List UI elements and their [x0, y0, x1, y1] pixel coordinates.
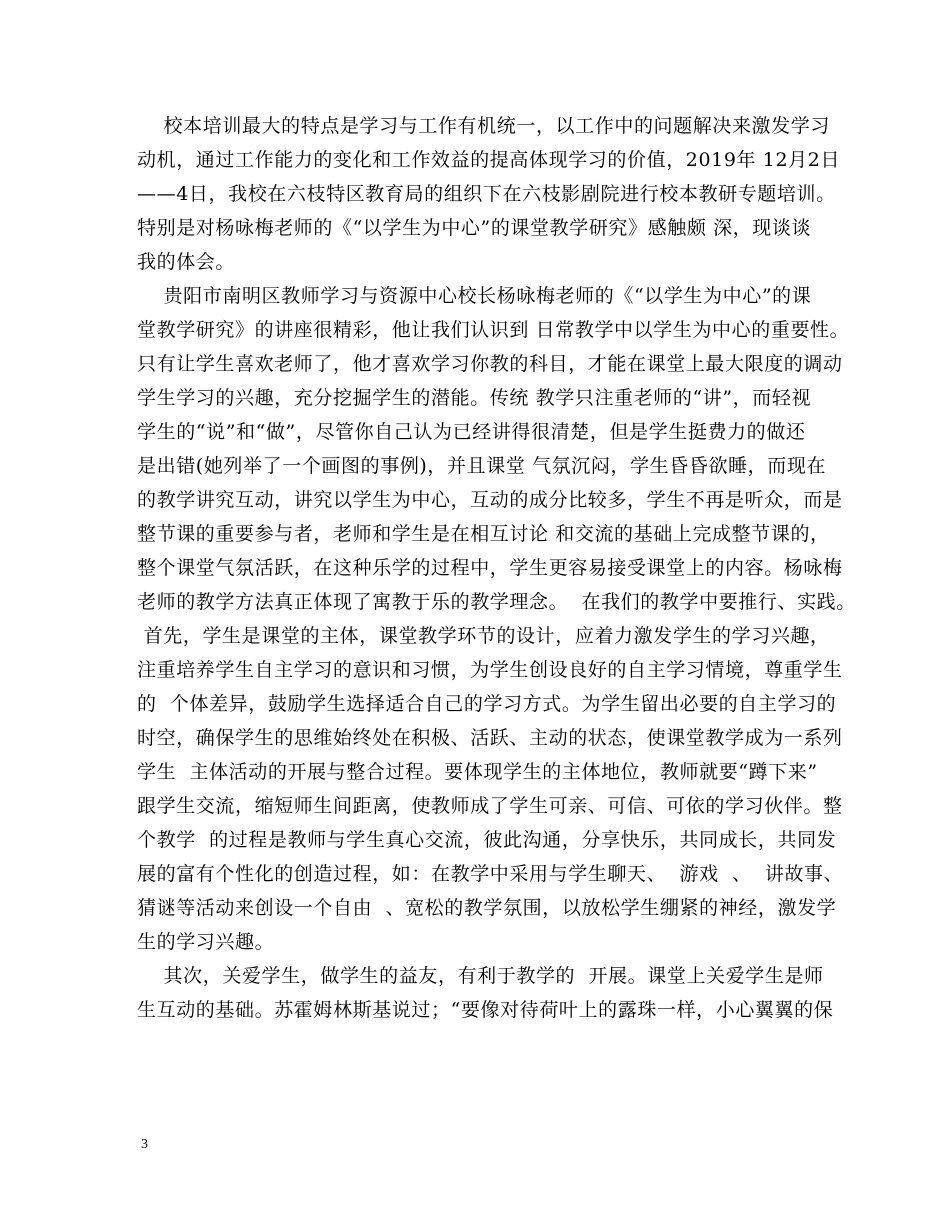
text-line: 时空，确保学生的思维始终处在积极、活跃、主动的状态，使课堂教学成为一系列 [137, 727, 843, 749]
text-line: 生互动的基础。苏霍姆林斯基说过；“要像对待荷叶上的露珠一样，小心翼翼的保 [137, 999, 834, 1021]
text-line: 动机，通过工作能力的变化和工作效益的提高体现学习的价值，2019年 12月2日 [137, 149, 841, 171]
text-line: 首先，学生是课堂的主体，课堂教学环节的设计，应着力激发学生的学习兴趣， [137, 625, 830, 647]
text-line: 的 个体差异，鼓励学生选择适合自己的学习方式。为学生留出必要的自主学习的 [137, 693, 837, 715]
text-line: 校本培训最大的特点是学习与工作有机统一，以工作中的问题解决来激发学习 [137, 115, 830, 137]
text-line: 我的体会。 [137, 251, 236, 273]
text-line: 其次，关爱学生，做学生的益友，有利于教学的 开展。课堂上关爱学生是师 [137, 965, 824, 987]
text-line: 的教学讲究互动，讲究以学生为中心，互动的成分比较多，学生不再是听众，而是 [137, 489, 843, 511]
text-line: 只有让学生喜欢老师了，他才喜欢学习你教的科目，才能在课堂上最大限度的调动 [137, 353, 843, 375]
text-line: 整节课的重要参与者，老师和学生是在相互讨论 和交流的基础上完成整节课的， [137, 523, 830, 545]
text-line: 特别是对杨咏梅老师的《“以学生为中心”的课堂教学研究》感触颇 深，现谈谈 [137, 217, 812, 239]
text-line: 注重培养学生自主学习的意识和习惯，为学生创设良好的自主学习情境，尊重学生 [137, 659, 843, 681]
text-line: ——4日，我校在六枝特区教育局的组织下在六枝影剧院进行校本教研专题培训。 [137, 183, 836, 205]
text-line: 学生学习的兴趣，充分挖掘学生的潜能。传统 教学只注重老师的“讲”，而轻视 [137, 387, 812, 409]
text-line: 猜谜等活动来创设一个自由 、宽松的教学氛围，以放松学生绷紧的神经，激发学 [137, 897, 837, 919]
text-line: 老师的教学方法真正体现了寓教于乐的教学理念。 在我们的教学中要推行、实践。 [137, 591, 856, 613]
text-line: 堂教学研究》的讲座很精彩，他让我们认识到 日常教学中以学生为中心的重要性。 [137, 319, 850, 341]
text-line: 跟学生交流，缩短师生间距离，使教师成了学生可亲、可信、可依的学习伙伴。整 [137, 795, 843, 817]
text-line: 展的富有个性化的创造过程，如：在教学中采用与学生聊天、 游戏 、 讲故事、 [137, 863, 844, 885]
text-line: 学生的“说”和“做”，尽管你自己认为已经讲得很清楚，但是学生挺费力的做还 [137, 421, 806, 443]
text-line: 贵阳市南明区教师学习与资源中心校长杨咏梅老师的《“以学生为中心”的课 [137, 285, 812, 307]
text-line: 个教学 的过程是教师与学生真心交流，彼此沟通，分享快乐，共同成长，共同发 [137, 829, 837, 851]
text-line: 是出错(她列举了一个画图的事例)，并且课堂 气氛沉闷，学生昏昏欲睡，而现在 [137, 455, 827, 477]
text-line: 学生 主体活动的开展与整合过程。要体现学生的主体地位，教师就要“蹲下来” [137, 761, 818, 783]
text-line: 整个课堂气氛活跃，在这种乐学的过程中，学生更容易接受课堂上的内容。杨咏梅 [137, 557, 843, 579]
page-number: 3 [141, 1137, 148, 1152]
text-line: 生的学习兴趣。 [137, 931, 275, 953]
